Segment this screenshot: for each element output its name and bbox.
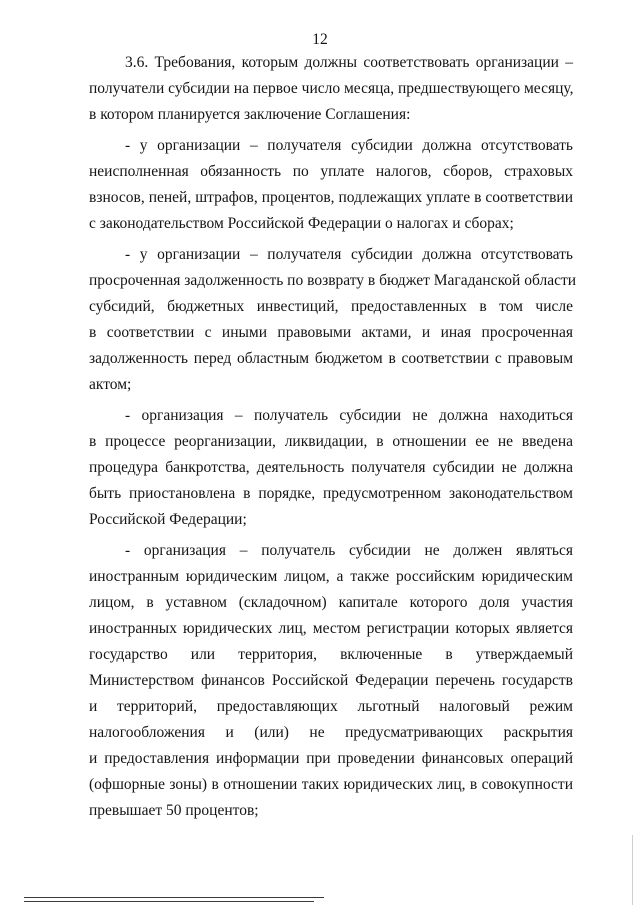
text-line: процедура банкротства, деятельность получателя субсидии не должна (89, 459, 573, 476)
text-line: - организация – получатель субсидии не должна находиться (125, 407, 573, 424)
text-line: с законодательством Российской Федерации о налогах и сборах; (89, 215, 514, 232)
paragraph-p-item-2 (89, 242, 577, 398)
paragraph-p-item-3 (89, 403, 573, 533)
text-line: субсидий, бюджетных инвестиций, предоставленных в том числе (89, 298, 573, 315)
text-line: лицом, в уставном (складочном) капитале которого доля участия (89, 594, 573, 611)
paragraph-p-item-4 (89, 538, 573, 824)
text-line: - у организации – получателя субсидии должна отсутствовать (125, 246, 573, 263)
text-line: взносов, пеней, штрафов, процентов, подлежащих уплате в соответствии (89, 189, 573, 206)
bottom-rule (24, 897, 324, 898)
text-line: и территорий, предоставляющих льготный налоговый режим (89, 698, 573, 715)
scan-edge-mark (632, 835, 633, 905)
text-line: в соответствии с иными правовыми актами, и иная просроченная (89, 324, 573, 341)
text-line: (офшорные зоны) в отношении таких юридических лиц, в совокупности (89, 776, 573, 793)
text-line: Министерством финансов Российской Федерации перечень государств (89, 672, 573, 689)
text-line: - организация – получатель субсидии не должен являться (125, 542, 573, 559)
text-line: государство или территория, включенные в утверждаемый (89, 646, 573, 663)
page-number: 12 (312, 31, 328, 48)
paragraph-p-3-6 (89, 50, 573, 128)
text-line: - у организации – получателя субсидии должна отсутствовать (125, 137, 573, 154)
text-line: просроченная задолженность по возврату в бюджет Магаданской области (89, 272, 577, 289)
text-line: неисполненная обязанность по уплате налогов, сборов, страховых (89, 163, 573, 180)
text-line: получатели субсидии на первое число месяца, предшествующего месяцу, (89, 80, 574, 97)
text-line: быть приостановлена в порядке, предусмотренном законодательством (89, 485, 573, 502)
text-line: и предоставления информации при проведении финансовых операций (89, 750, 573, 767)
text-line: иностранным юридическим лицом, а также российским юридическим (89, 568, 573, 585)
text-line: иностранных юридических лиц, местом регистрации которых является (89, 620, 573, 637)
text-line: налогообложения и (или) не предусматривающих раскрытия (89, 724, 573, 741)
text-line: превышает 50 процентов; (89, 802, 259, 819)
text-line: актом; (89, 376, 132, 393)
text-line: в процессе реорганизации, ликвидации, в отношении ее не введена (89, 433, 573, 450)
paragraph-p-item-1 (89, 133, 573, 237)
bottom-rule (24, 901, 314, 902)
text-line: задолженность перед областным бюджетом в соответствии с правовым (89, 350, 573, 367)
text-line: в котором планируется заключение Соглашения: (89, 106, 411, 123)
text-line: 3.6. Требования, которым должны соответствовать организации – (125, 54, 573, 71)
text-line: Российской Федерации; (89, 511, 247, 528)
document-body (89, 50, 577, 824)
